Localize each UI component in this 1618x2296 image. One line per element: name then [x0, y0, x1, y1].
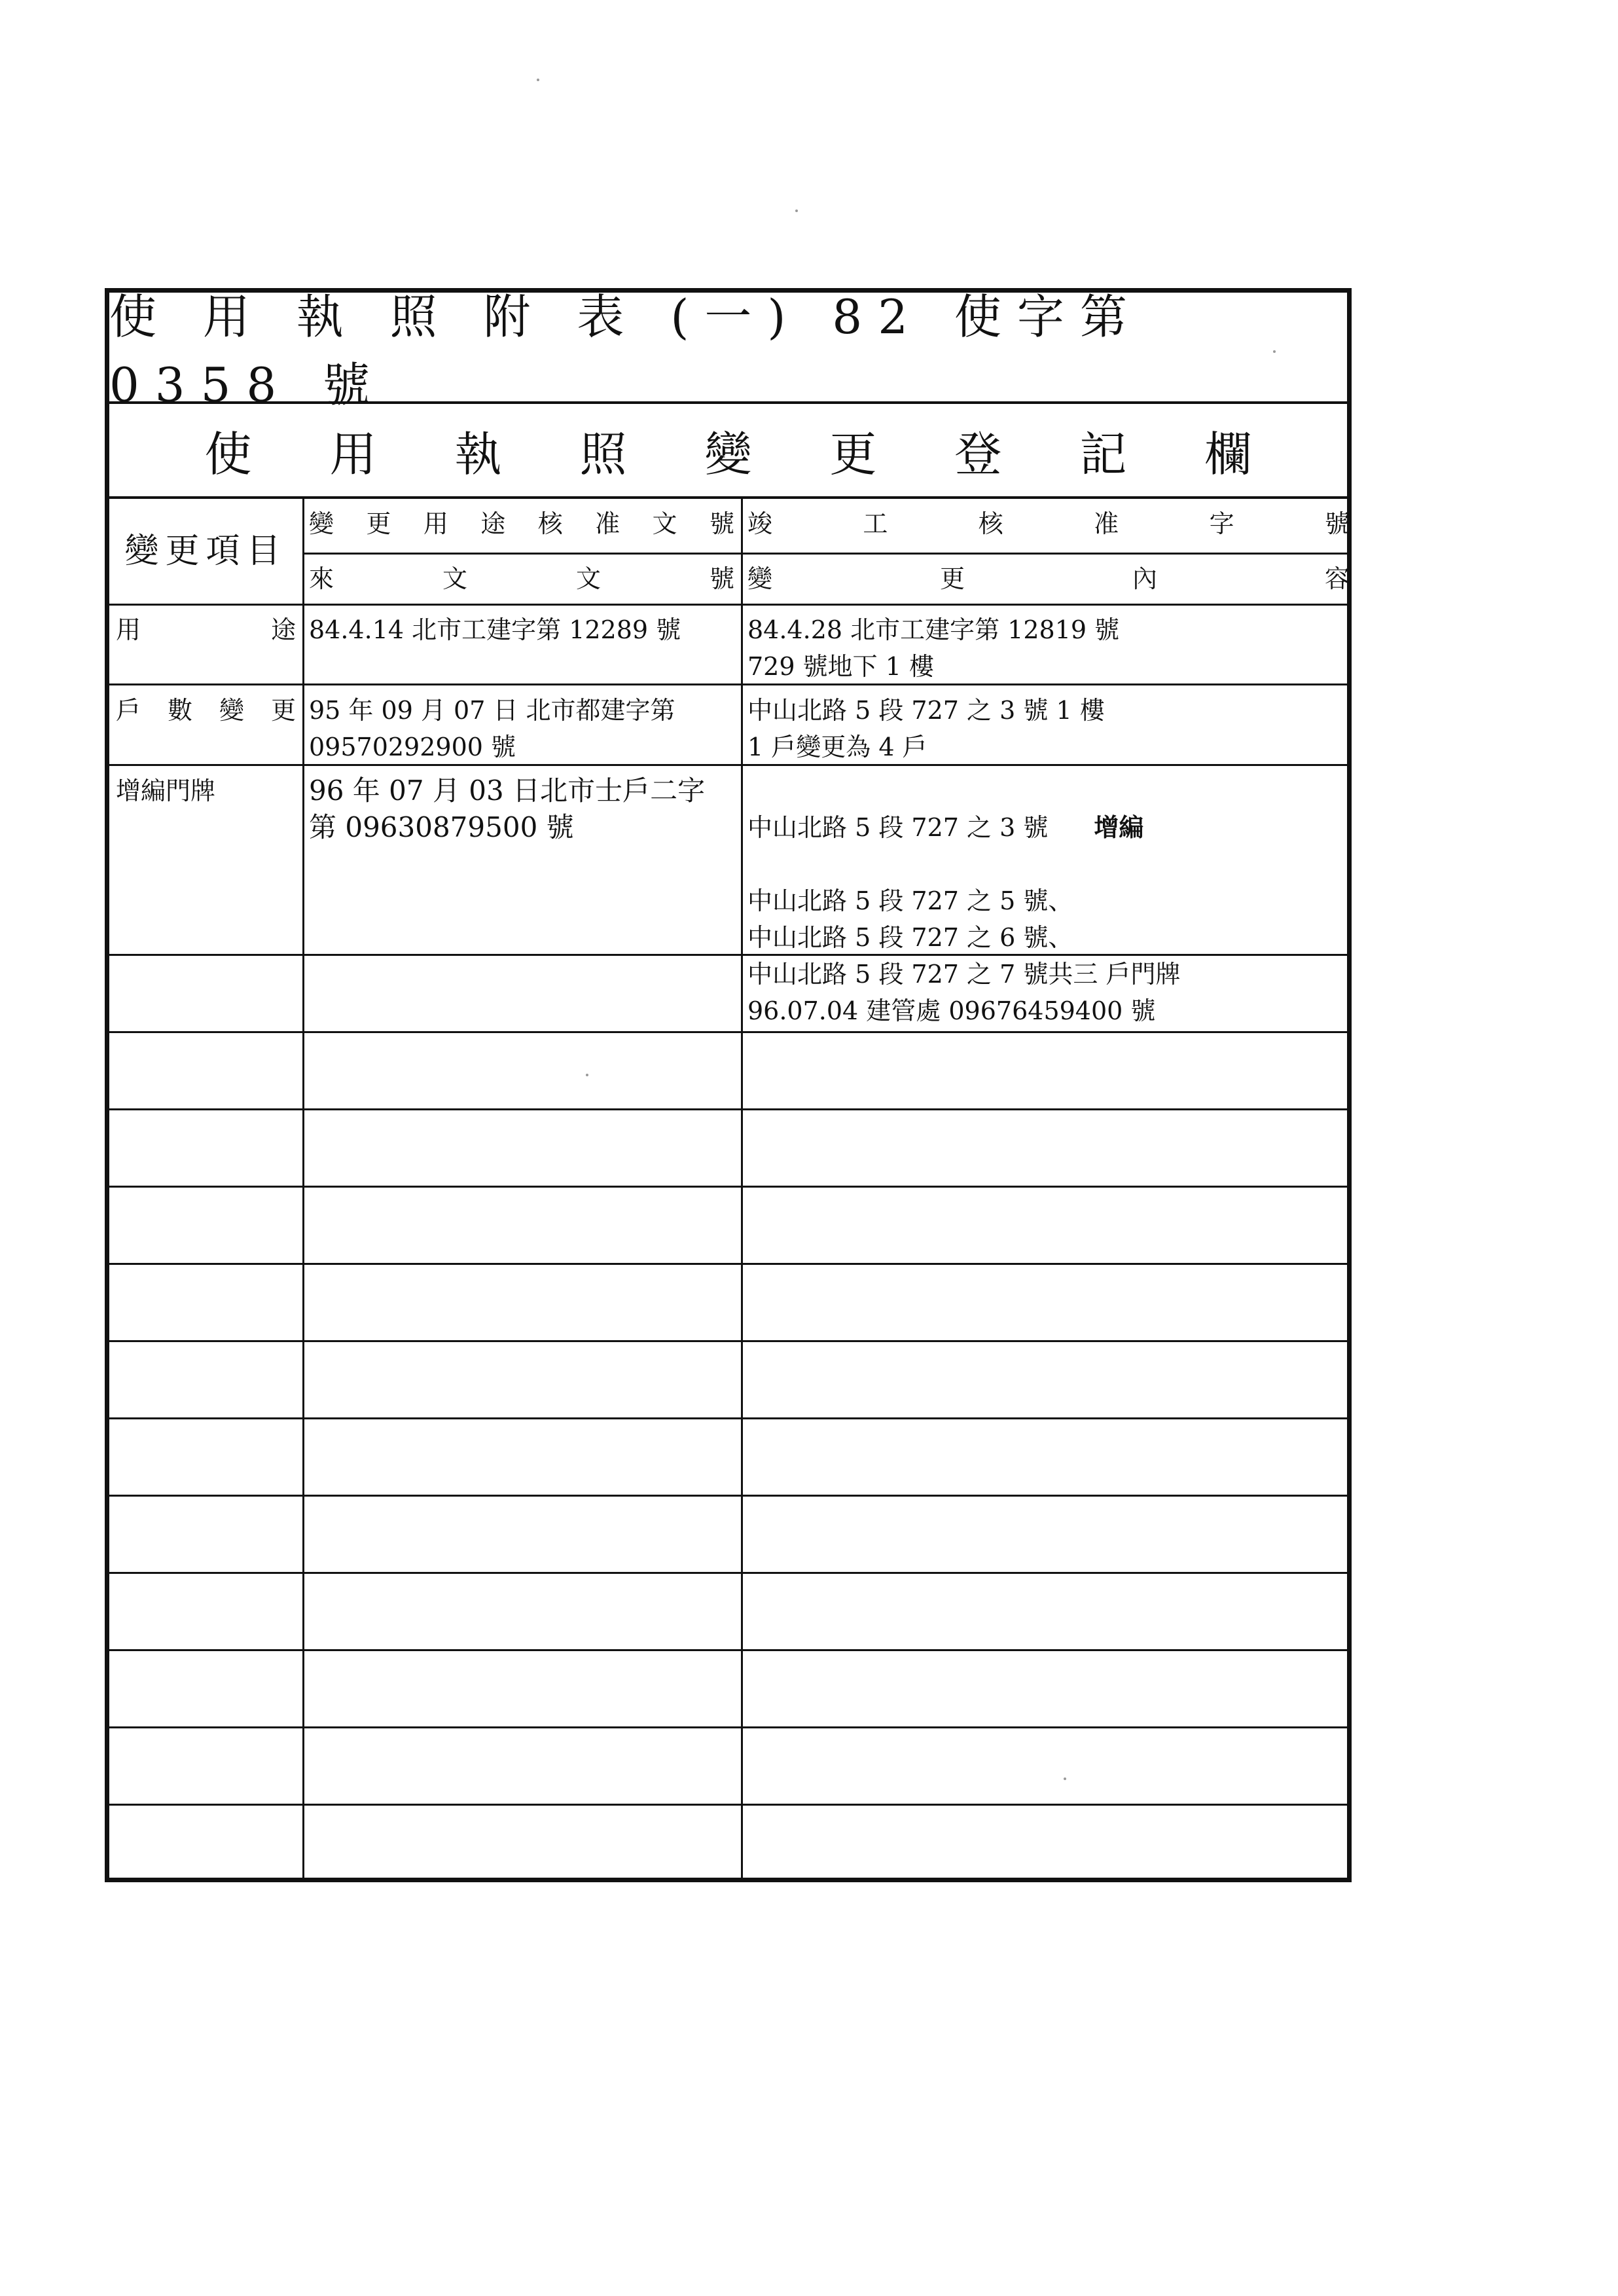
change-register-grid	[109, 499, 1350, 1878]
empty-row-divider	[109, 1263, 1347, 1265]
row-content-rest: 中山北路 5 段 727 之 5 號、 中山北路 5 段 727 之 6 號、 中山北路 5 段 727 之 7 號共三 戶門牌 96.07.04 建管處 09676459400 號	[747, 886, 1181, 1025]
header-approval-doc	[309, 505, 734, 542]
empty-row-divider	[109, 1031, 1347, 1033]
empty-row-divider	[109, 1108, 1347, 1110]
document-title: 使 用 執 照 附 表 (一) 82 使字第 0358 號	[109, 293, 1347, 404]
header-char: 號	[1324, 509, 1350, 538]
header-char: 來	[309, 564, 334, 593]
header-char: 文	[575, 564, 601, 593]
header-char: 更	[366, 509, 391, 538]
header-char: 號	[709, 564, 734, 593]
empty-row-divider	[109, 1186, 1347, 1188]
header-char: 號	[709, 509, 734, 538]
header-char: 變	[309, 509, 334, 538]
scan-speck	[1273, 350, 1276, 353]
empty-row-divider	[109, 1804, 1347, 1806]
subtitle-char: 變	[704, 426, 752, 482]
subtitle-char: 用	[329, 426, 377, 482]
header-char: 字	[1209, 509, 1234, 538]
row-item-use	[116, 611, 296, 648]
scan-speck	[795, 210, 798, 212]
empty-row-divider	[109, 1340, 1347, 1342]
row-content	[747, 773, 1350, 1066]
scan-speck	[586, 1074, 588, 1076]
row-item-house-number: 增編門牌	[116, 776, 216, 805]
subtitle-char: 使	[204, 426, 252, 482]
subtitle-char: 執	[454, 426, 502, 482]
subtitle-char: 欄	[1204, 426, 1252, 482]
row-item-char: 更	[270, 696, 296, 725]
empty-row-divider	[109, 1417, 1347, 1419]
row-doc: 96 年 07 月 03 日北市士戶二字 第 09630879500 號	[309, 774, 706, 843]
row-item-char: 變	[219, 696, 244, 725]
row-divider	[109, 604, 1347, 606]
row-content: 84.4.28 北市工建字第 12819 號 729 號地下 1 樓	[747, 615, 1120, 681]
header-completion-no	[747, 505, 1350, 542]
license-table-frame	[105, 288, 1352, 1882]
header-char: 途	[480, 509, 506, 538]
empty-row-divider	[109, 1649, 1347, 1651]
row-item-char: 數	[167, 696, 192, 725]
subtitle-char: 記	[1079, 426, 1127, 482]
header-char: 准	[1094, 509, 1119, 538]
row-doc: 84.4.14 北市工建字第 12289 號	[309, 615, 681, 644]
header-char: 變	[747, 564, 773, 593]
header-char: 用	[423, 509, 448, 538]
header-char: 核	[978, 509, 1003, 538]
header-char: 工	[863, 509, 888, 538]
row-doc: 95 年 09 月 07 日 北市都建字第 09570292900 號	[309, 696, 675, 761]
row-item-char: 戶	[116, 696, 141, 725]
row-content-line: 中山北路 5 段 727 之 3 號	[747, 813, 1049, 842]
subtitle-char: 登	[954, 426, 1002, 482]
scan-speck	[537, 79, 539, 81]
row-item-char: 用	[116, 615, 141, 644]
header-change-item: 變更項目	[124, 532, 287, 571]
header-char: 更	[939, 564, 965, 593]
scan-speck	[1064, 1777, 1066, 1780]
empty-row-divider	[109, 1495, 1347, 1497]
header-char: 文	[442, 564, 467, 593]
header-char: 容	[1324, 564, 1350, 593]
row-content-tag: 增編	[1094, 812, 1144, 842]
subtitle-char: 照	[579, 426, 627, 482]
row-item-household	[116, 692, 296, 729]
header-char: 文	[652, 509, 677, 538]
row-item-char: 途	[270, 615, 296, 644]
header-char: 內	[1132, 564, 1157, 593]
header-char: 竣	[747, 509, 773, 538]
header-char: 核	[537, 509, 563, 538]
document-subtitle	[109, 404, 1347, 499]
subtitle-char: 更	[829, 426, 877, 482]
empty-row-divider	[109, 1726, 1347, 1728]
empty-row-divider	[109, 1572, 1347, 1574]
row-content: 中山北路 5 段 727 之 3 號 1 樓 1 戶變更為 4 戶	[747, 696, 1105, 761]
subtitle-text	[205, 416, 1252, 484]
header-char: 准	[595, 509, 620, 538]
row-divider	[302, 553, 1347, 555]
header-change-content	[747, 560, 1350, 597]
column-divider	[741, 499, 743, 1878]
header-incoming-doc	[309, 560, 734, 597]
column-divider	[302, 499, 304, 1878]
